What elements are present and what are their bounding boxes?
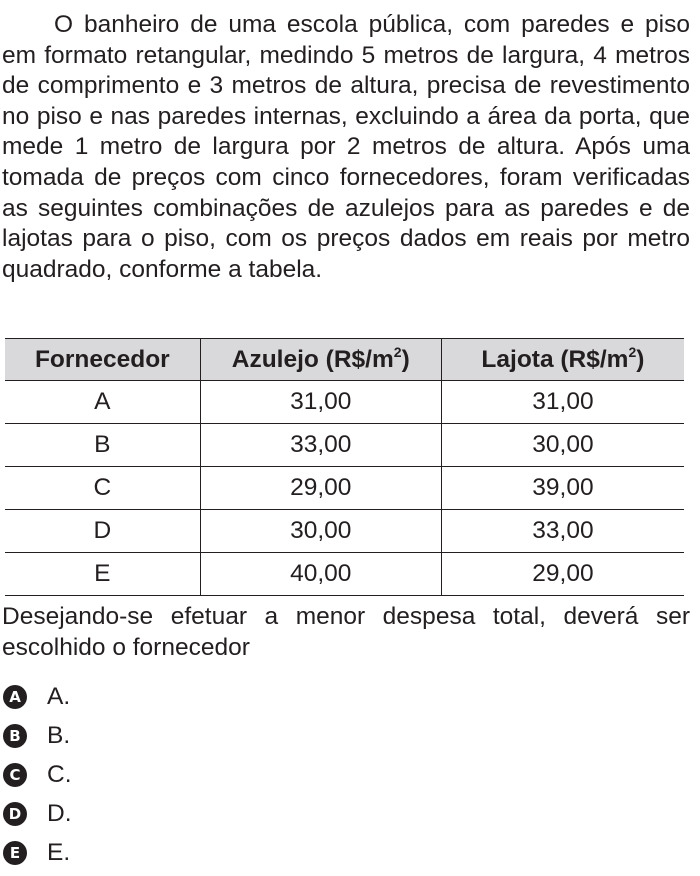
option-c-icon: C — [3, 763, 27, 787]
price-table — [5, 338, 684, 596]
option-e-label: E. — [47, 838, 71, 866]
header-lajota-label: Lajota (R$/m — [481, 345, 629, 373]
header-lajota — [441, 339, 684, 381]
cell-fornecedor: E — [5, 553, 200, 596]
cell-lajota: 29,00 — [441, 553, 684, 596]
cell-azulejo: 29,00 — [200, 467, 441, 510]
cell-lajota: 31,00 — [441, 381, 684, 424]
option-b-icon: B — [3, 724, 27, 748]
table-row — [5, 510, 684, 553]
cell-fornecedor: C — [5, 467, 200, 510]
table-row — [5, 553, 684, 596]
option-d[interactable] — [3, 794, 72, 833]
cell-lajota: 33,00 — [441, 510, 684, 553]
cell-azulejo: 30,00 — [200, 510, 441, 553]
cell-fornecedor: B — [5, 424, 200, 467]
option-d-label: D. — [47, 799, 72, 827]
header-lajota-close: ) — [636, 345, 645, 373]
answer-options — [3, 678, 72, 872]
question-prompt: Desejando-se efetuar a menor despesa total, deverá ser escolhido o fornecedor — [2, 603, 690, 661]
cell-azulejo: 31,00 — [200, 381, 441, 424]
header-lajota-exponent: 2 — [628, 343, 637, 360]
cell-lajota: 30,00 — [441, 424, 684, 467]
cell-azulejo: 40,00 — [200, 553, 441, 596]
option-d-icon: D — [3, 802, 27, 826]
table-row — [5, 424, 684, 467]
header-azulejo — [200, 339, 441, 381]
header-azulejo-exponent: 2 — [393, 343, 402, 360]
table-header-row — [5, 339, 684, 381]
header-azulejo-label: Azulejo (R$/m — [231, 345, 394, 373]
table-row — [5, 467, 684, 510]
option-a[interactable] — [3, 678, 72, 717]
option-e[interactable] — [3, 833, 72, 872]
option-a-icon: A — [3, 685, 27, 709]
option-e-icon: E — [3, 841, 27, 865]
cell-fornecedor: D — [5, 510, 200, 553]
option-c-label: C. — [47, 760, 72, 788]
header-fornecedor: Fornecedor — [5, 339, 200, 381]
option-b-label: B. — [47, 722, 71, 750]
question-stem: O banheiro de uma escola pública, com paredes e piso em formato retangular, medindo 5 metros de largura, 4 metros de comprimento e 3 metros de altura, precisa de revestimento no piso e nas paredes internas, excluindo a área da porta, que mede 1 metro de largura por 2 metros de altura. Após uma tomada de preços com cinco fornecedores, foram verificadas as seguintes combinações de azulejos para as paredes e de lajotas para o piso, com os preços dados em reais por metro quadrado, conforme a tabela. — [2, 11, 690, 283]
option-b[interactable] — [3, 717, 72, 756]
table-row — [5, 381, 684, 424]
cell-fornecedor: A — [5, 381, 200, 424]
option-c[interactable] — [3, 756, 72, 795]
option-a-label: A. — [47, 683, 71, 711]
cell-azulejo: 33,00 — [200, 424, 441, 467]
cell-lajota: 39,00 — [441, 467, 684, 510]
header-azulejo-close: ) — [401, 345, 410, 373]
